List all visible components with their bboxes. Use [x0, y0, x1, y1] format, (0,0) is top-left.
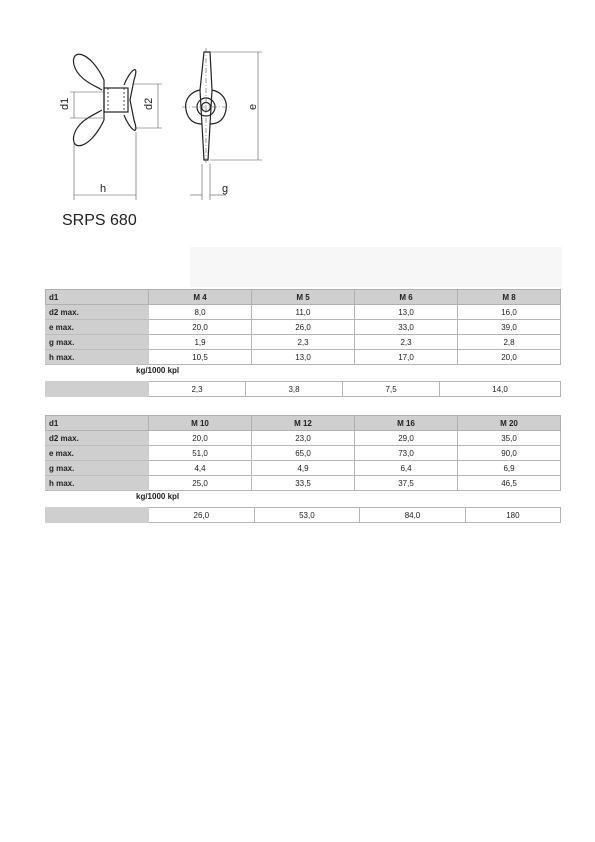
size-cell: M 16	[355, 416, 458, 431]
dim-e: e	[247, 103, 259, 110]
value-cell: 73,0	[355, 446, 458, 461]
weight-row	[46, 382, 561, 397]
value-cell: 11,0	[252, 305, 355, 320]
value-cell: 29,0	[355, 431, 458, 446]
row-label: g max.	[46, 335, 149, 350]
weight-cell: 84,0	[360, 508, 466, 523]
table-row	[46, 350, 561, 365]
size-cell: M 12	[252, 416, 355, 431]
value-cell: 6,9	[458, 461, 561, 476]
value-cell: 46,5	[458, 476, 561, 491]
value-cell: 65,0	[252, 446, 355, 461]
front-view	[182, 48, 232, 164]
value-cell: 13,0	[252, 350, 355, 365]
value-cell: 2,3	[252, 335, 355, 350]
table-row	[46, 335, 561, 350]
weight-cell: 53,0	[254, 508, 360, 523]
front-view-dimensions	[190, 52, 262, 200]
weight-cell: 2,3	[149, 382, 246, 397]
table-row	[46, 320, 561, 335]
value-cell: 33,5	[252, 476, 355, 491]
dim-d1: d1	[59, 97, 71, 110]
value-cell: 20,0	[458, 350, 561, 365]
table-row	[46, 431, 561, 446]
weight-blank-cell	[46, 508, 149, 523]
row-label: e max.	[46, 446, 149, 461]
weight-cell: 26,0	[149, 508, 255, 523]
value-cell: 8,0	[149, 305, 252, 320]
standard-label: SRPS 680	[62, 212, 137, 229]
header-label: d1	[46, 416, 149, 431]
size-cell: M 20	[458, 416, 561, 431]
weight-blank-cell	[46, 382, 149, 397]
value-cell: 1,9	[149, 335, 252, 350]
value-cell: 37,5	[355, 476, 458, 491]
table-row	[46, 446, 561, 461]
value-cell: 23,0	[252, 431, 355, 446]
value-cell: 35,0	[458, 431, 561, 446]
row-label: d2 max.	[46, 305, 149, 320]
size-cell: M 10	[149, 416, 252, 431]
weight-label: kg/1000 kpl	[136, 492, 180, 501]
spec-table-1	[45, 289, 561, 365]
value-cell: 13,0	[355, 305, 458, 320]
row-label: d2 max.	[46, 431, 149, 446]
weight-row	[46, 508, 561, 523]
value-cell: 16,0	[458, 305, 561, 320]
value-cell: 2,3	[355, 335, 458, 350]
dim-h: h	[100, 183, 107, 195]
size-cell: M 6	[355, 290, 458, 305]
value-cell: 51,0	[149, 446, 252, 461]
value-cell: 33,0	[355, 320, 458, 335]
row-label: g max.	[46, 461, 149, 476]
value-cell: 10,5	[149, 350, 252, 365]
value-cell: 25,0	[149, 476, 252, 491]
table-header-row	[46, 290, 561, 305]
table-header-row	[46, 416, 561, 431]
weight-cell: 3,8	[246, 382, 343, 397]
wing-nut-drawing	[50, 40, 290, 210]
weight-cell: 180	[465, 508, 560, 523]
weight-label: kg/1000 kpl	[136, 366, 180, 375]
dim-g: g	[222, 183, 229, 195]
weight-cell: 7,5	[343, 382, 440, 397]
side-view	[73, 54, 135, 145]
weight-table-2	[45, 507, 561, 523]
row-label: h max.	[46, 476, 149, 491]
value-cell: 4,4	[149, 461, 252, 476]
value-cell: 20,0	[149, 431, 252, 446]
size-cell: M 4	[149, 290, 252, 305]
dim-d2: d2	[143, 97, 155, 110]
size-cell: M 5	[252, 290, 355, 305]
table-row	[46, 461, 561, 476]
row-label: e max.	[46, 320, 149, 335]
value-cell: 39,0	[458, 320, 561, 335]
value-cell: 17,0	[355, 350, 458, 365]
row-label: h max.	[46, 350, 149, 365]
weight-table-1	[45, 381, 561, 397]
table-row	[46, 476, 561, 491]
value-cell: 20,0	[149, 320, 252, 335]
header-label: d1	[46, 290, 149, 305]
table-row	[46, 305, 561, 320]
value-cell: 2,8	[458, 335, 561, 350]
weight-cell: 14,0	[440, 382, 561, 397]
value-cell: 26,0	[252, 320, 355, 335]
value-cell: 90,0	[458, 446, 561, 461]
size-cell: M 8	[458, 290, 561, 305]
background-band	[190, 247, 562, 287]
value-cell: 6,4	[355, 461, 458, 476]
value-cell: 4,9	[252, 461, 355, 476]
spec-table-2	[45, 415, 561, 491]
